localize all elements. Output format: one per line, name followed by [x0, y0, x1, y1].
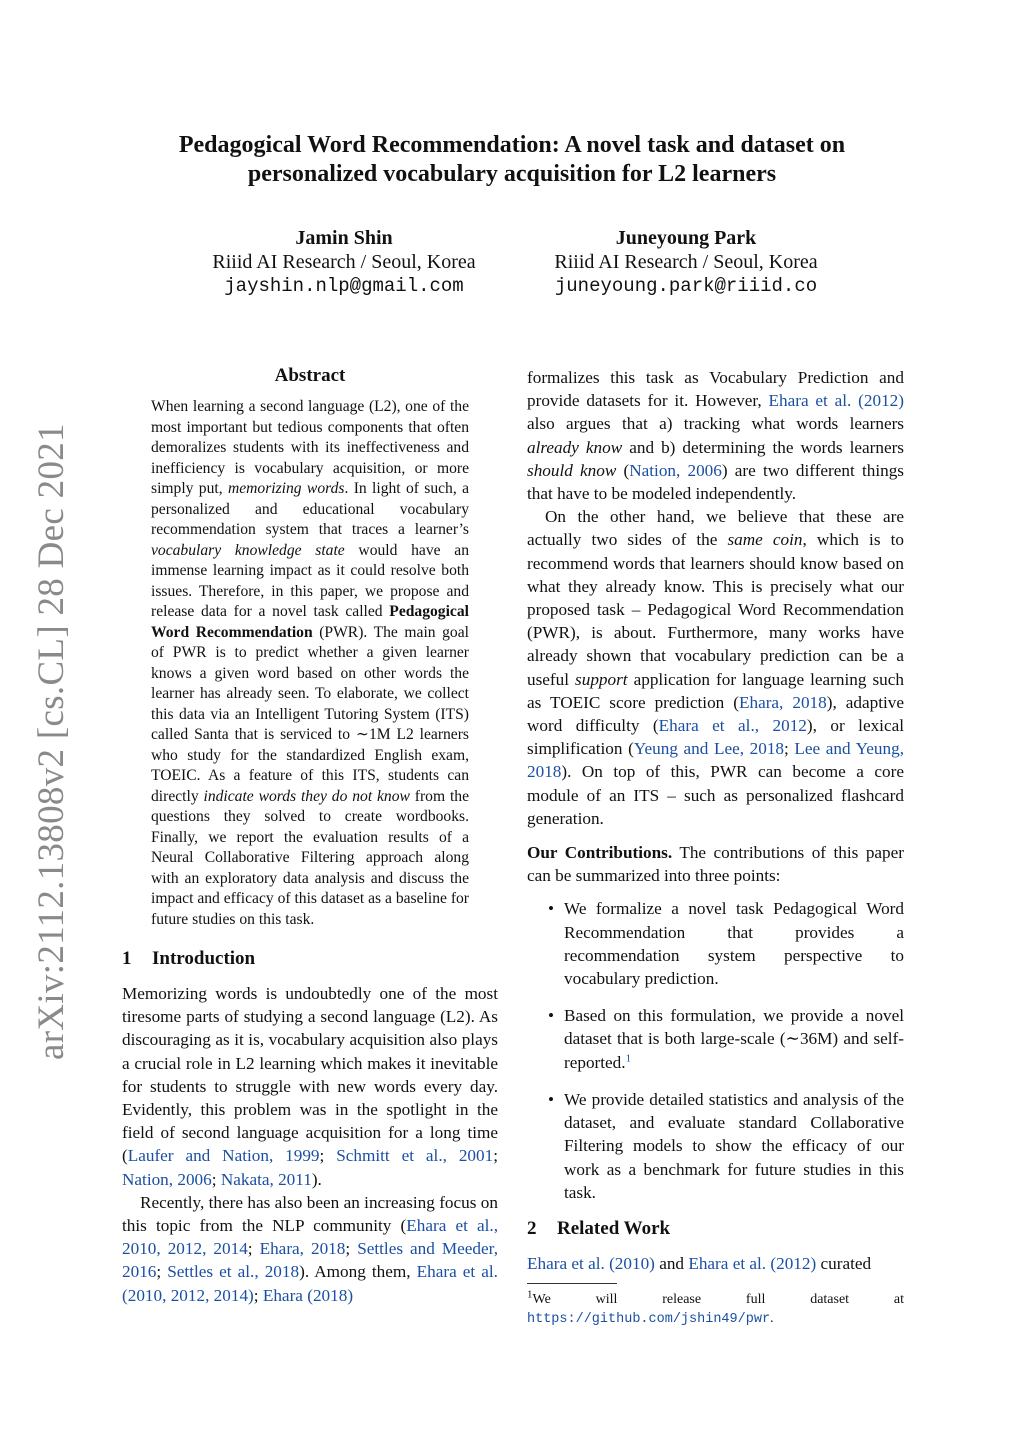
section-heading-introduction: 1 Introduction [122, 948, 256, 969]
bullet-icon: • [548, 1089, 555, 1109]
arxiv-identifier: arXiv:2112.13808v2 [cs.CL] 28 Dec 2021 [31, 423, 72, 1060]
citation-link[interactable]: Nation, 2006 [122, 1169, 212, 1189]
contributions-list [527, 897, 904, 1203]
dataset-url-link[interactable]: https://github.com/jshin49/pwr [527, 1312, 771, 1328]
paper-title [120, 131, 904, 189]
citation-link[interactable]: Ehara et al. (2010, 2012, 2014) [122, 1262, 498, 1305]
citation-link[interactable]: Ehara, 2018 [259, 1239, 346, 1259]
intro-paragraph-1: Memorizing words is undoubtedly one of the most tiresome parts of studying a second language (L2). As discouraging as it is, vocabulary acquisition also plays a crucial role in L2 learning which makes it inevitable for students to struggle with new words every day. Evidently, this problem was in the spotlight in the field of second language acquisition for a long time (Laufer and Nation, 1999; Schmitt et al., 2001; Nation, 2006; Nakata, 2011). [122, 984, 498, 1189]
section-heading-related-work: 2 Related Work [527, 1217, 671, 1239]
title-line-2: personalized vocabulary acquisition for L2 learners [247, 161, 777, 187]
related-work-paragraph: Ehara et al. (2010) and Ehara et al. (2012) curated [527, 1253, 872, 1273]
citation-link[interactable]: Ehara et al. (2010) [527, 1253, 655, 1273]
intro-paragraph-4: On the other hand, we believe that these are actually two sides of the same coin, which is to recommend words that learners should know based on what they already know. This is precisely what our proposed task – Pedagogical Word Recommendation (PWR), is about. Furthermore, many works have already shown that vocabulary prediction can be a useful support application for language learning such as TOEIC score prediction (Ehara, 2018), adaptive word difficulty (Ehara et al., 2012), or lexical simplification (Yeung and Lee, 2018; Lee and Yeung, 2018). On top of this, PWR can become a core module of an ITS – such as personalized flashcard generation. [527, 507, 905, 828]
bullet-icon: • [548, 899, 555, 919]
contributions-paragraph: Our Contributions. The contributions of this paper can be summarized into three points: [527, 843, 904, 886]
citation-link[interactable]: Yeung and Lee, 2018 [633, 739, 785, 759]
footnote-marker[interactable]: 1 [625, 1051, 632, 1064]
list-item: • Based on this formulation, we provide a novel dataset that is both large-scale (∼36M) and self-reported.$^1$ [548, 1006, 904, 1072]
citation-link[interactable]: Ehara et al. (2012) [768, 391, 904, 411]
author-affiliation: Riiid AI Research / Seoul, Korea [554, 251, 818, 273]
citation-link[interactable]: Settles and Meeder, 2016 [122, 1239, 498, 1282]
author-email[interactable]: jayshin.nlp@gmail.com [224, 275, 464, 297]
citation-link[interactable]: Ehara et al., 2012 [658, 716, 807, 736]
citation-link[interactable]: Laufer and Nation, 1999 [127, 1146, 320, 1166]
abstract-text: When learning a second language (L2), one of the most important but tedious components that often demoralizes students with its ineffectiveness and inefficiency is vocabulary acquisition, or more simply put, memorizing words. In light of such, a personalized and educational vocabulary recommendation system that traces a learner’s vocabulary knowledge state would have an immense learning impact as it could resolve both issues. Therefore, in this paper, we propose and release data for a novel task called Pedagogical Word Recommendation (PWR). The main goal of PWR is to predict whether a given learner knows a given word based on other words the learner has already seen. To elaborate, we collect this data via an Intelligent Tutoring System (ITS) called Santa that is serviced to ∼1M L2 learners who study for the standardized English exam, TOEIC. As a feature of this ITS, students can directly indicate words they do not know from the questions they solved to create wordbooks. Finally, we report the evaluation results of a Neural Collaborative Filtering approach along with an exploratory data analysis and discuss the impact and efficacy of this dataset as a baseline for future studies on this task. [151, 398, 470, 928]
citation-link[interactable]: Ehara (2018) [262, 1285, 354, 1305]
right-column [527, 366, 904, 1329]
author-name: Juneyoung Park [615, 227, 757, 249]
citation-link[interactable]: Nation, 2006 [629, 460, 722, 480]
list-item: • We provide detailed statistics and analysis of the dataset, and evaluate standard Collaborative Filtering models to show the efficacy of our work as a benchmark for future studies in this task. [548, 1089, 904, 1202]
intro-paragraph-2: Recently, there has also been an increasing focus on this topic from the NLP community (Ehara et al., 2010, 2012, 2014; Ehara, 2018; Settles and Meeder, 2016; Settles et al., 2018). Among them, Ehara et al. (2010, 2012, 2014); Ehara (2018) [122, 1192, 498, 1305]
author-email[interactable]: juneyoung.park@riiid.co [554, 275, 818, 297]
citation-link[interactable]: Nakata, 2011 [220, 1169, 312, 1189]
author-affiliation: Riiid AI Research / Seoul, Korea [212, 251, 476, 273]
intro-paragraph-3: formalizes this task as Vocabulary Prediction and provide datasets for it. However, Ehara et al. (2012) also argues that a) tracking what words learners already know and b) determining the words learners should know (Nation, 2006) are two different things that have to be modeled independently. [527, 368, 904, 504]
citation-link[interactable]: Ehara, 2018 [738, 692, 827, 712]
author-block-1 [196, 226, 492, 298]
citation-link[interactable]: Schmitt et al., 2001 [336, 1146, 494, 1166]
footnote-number: 1 [527, 1288, 533, 1301]
left-column [122, 365, 498, 1307]
abstract-heading: Abstract [274, 365, 346, 386]
bullet-icon: • [548, 1006, 555, 1026]
footnote: $^1$We will release full dataset at https://github.com/jshin49/pwr. [527, 1288, 904, 1328]
author-name: Jamin Shin [295, 227, 393, 249]
list-item: • We formalize a novel task Pedagogical Word Recommendation that provides a recommendation system perspective to vocabulary prediction. [548, 899, 904, 989]
footnote-divider [527, 1283, 617, 1284]
citation-link[interactable]: Ehara et al. (2012) [688, 1253, 817, 1273]
contributions-heading: Our Contributions. [527, 843, 673, 863]
title-line-1: Pedagogical Word Recommendation: A novel task and dataset on [178, 132, 846, 158]
citation-link[interactable]: Settles et al., 2018 [167, 1262, 300, 1282]
author-block-2 [538, 226, 834, 298]
citation-link[interactable]: Ehara et al., 2010, 2012, 2014 [122, 1216, 498, 1259]
citation-link[interactable]: Lee and Yeung, 2018 [527, 739, 904, 782]
